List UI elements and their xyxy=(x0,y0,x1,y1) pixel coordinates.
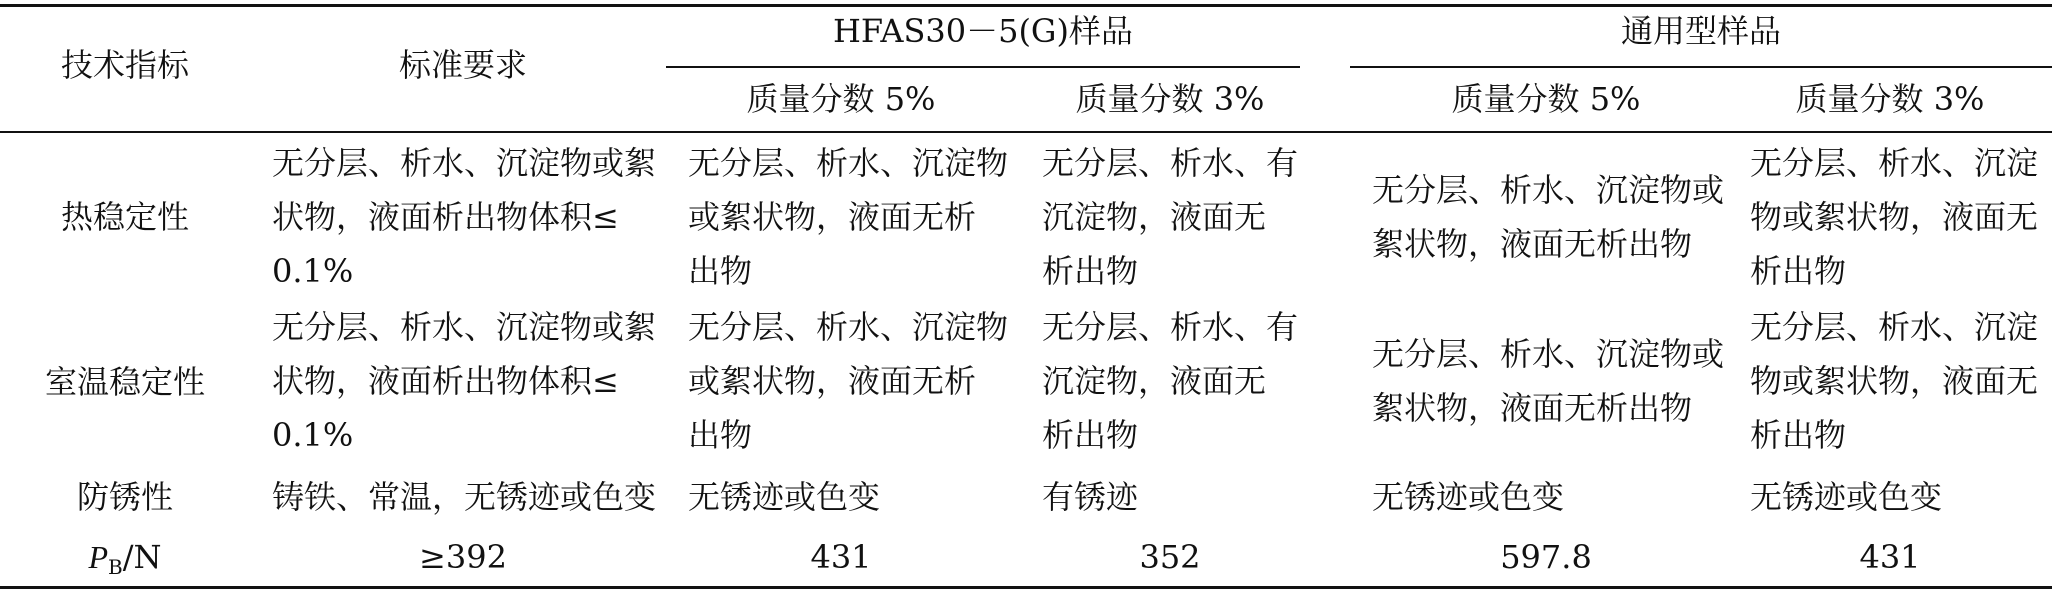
row-room-temp-hfas-3: 无分层、析水、有 沉淀物，液面无 析出物 xyxy=(1042,308,1299,454)
header-general-5: 质量分数 5% xyxy=(1451,80,1641,118)
row-rust-hfas-5: 无锈迹或色变 xyxy=(688,478,881,516)
group1-underline xyxy=(666,66,1300,68)
row-pb-general-3: 431 xyxy=(1859,538,1921,576)
row-thermal-hfas-5: 无分层、析水、沉淀物 或絮状物，液面无析 出物 xyxy=(688,144,1009,290)
row-room-temp-general-3: 无分层、析水、沉淀 物或絮状物，液面无 析出物 xyxy=(1750,308,2039,454)
row-room-temp-hfas-5: 无分层、析水、沉淀物 或絮状物，液面无析 出物 xyxy=(688,308,1009,454)
row-pb-metric xyxy=(20,530,230,594)
row-thermal-general-3: 无分层、析水、沉淀 物或絮状物，液面无 析出物 xyxy=(1750,144,2039,290)
header-group-hfas: HFAS30－5(G)样品 xyxy=(833,12,1133,50)
pb-symbol: P xyxy=(88,539,109,575)
group2-underline xyxy=(1350,66,2052,68)
row-room-temp-requirement: 无分层、析水、沉淀物或絮 状物，液面析出物体积≤ 0.1% xyxy=(272,308,657,454)
row-thermal-requirement: 无分层、析水、沉淀物或絮 状物，液面析出物体积≤ 0.1% xyxy=(272,144,657,290)
row-thermal-metric: 热稳定性 xyxy=(60,198,189,236)
header-metric: 技术指标 xyxy=(60,46,189,84)
header-hfas-3: 质量分数 3% xyxy=(1075,80,1265,118)
row-pb-hfas-5: 431 xyxy=(810,538,872,576)
row-thermal-general-5: 无分层、析水、沉淀物或 絮状物，液面无析出物 xyxy=(1372,171,1725,263)
row-pb-general-5: 597.8 xyxy=(1500,538,1592,576)
header-hfas-5: 质量分数 5% xyxy=(746,80,936,118)
row-rust-hfas-3: 有锈迹 xyxy=(1042,478,1139,516)
row-pb-requirement: ≥392 xyxy=(419,538,507,576)
row-rust-general-3: 无锈迹或色变 xyxy=(1750,478,1943,516)
bottom-rule xyxy=(0,586,2052,589)
pb-unit: /N xyxy=(122,538,162,576)
header-group-general: 通用型样品 xyxy=(1620,12,1781,50)
row-pb-hfas-3: 352 xyxy=(1139,538,1201,576)
row-rust-general-5: 无锈迹或色变 xyxy=(1372,478,1565,516)
pb-subscript: B xyxy=(108,555,123,579)
header-requirement: 标准要求 xyxy=(398,46,527,84)
row-room-temp-metric: 室温稳定性 xyxy=(44,363,205,401)
row-thermal-hfas-3: 无分层、析水、有 沉淀物，液面无 析出物 xyxy=(1042,144,1299,290)
header-general-3: 质量分数 3% xyxy=(1795,80,1985,118)
row-room-temp-general-5: 无分层、析水、沉淀物或 絮状物，液面无析出物 xyxy=(1372,335,1725,427)
row-rust-metric: 防锈性 xyxy=(76,478,173,516)
header-rule xyxy=(0,131,2052,133)
row-rust-requirement: 铸铁、常温，无锈迹或色变 xyxy=(272,478,657,516)
